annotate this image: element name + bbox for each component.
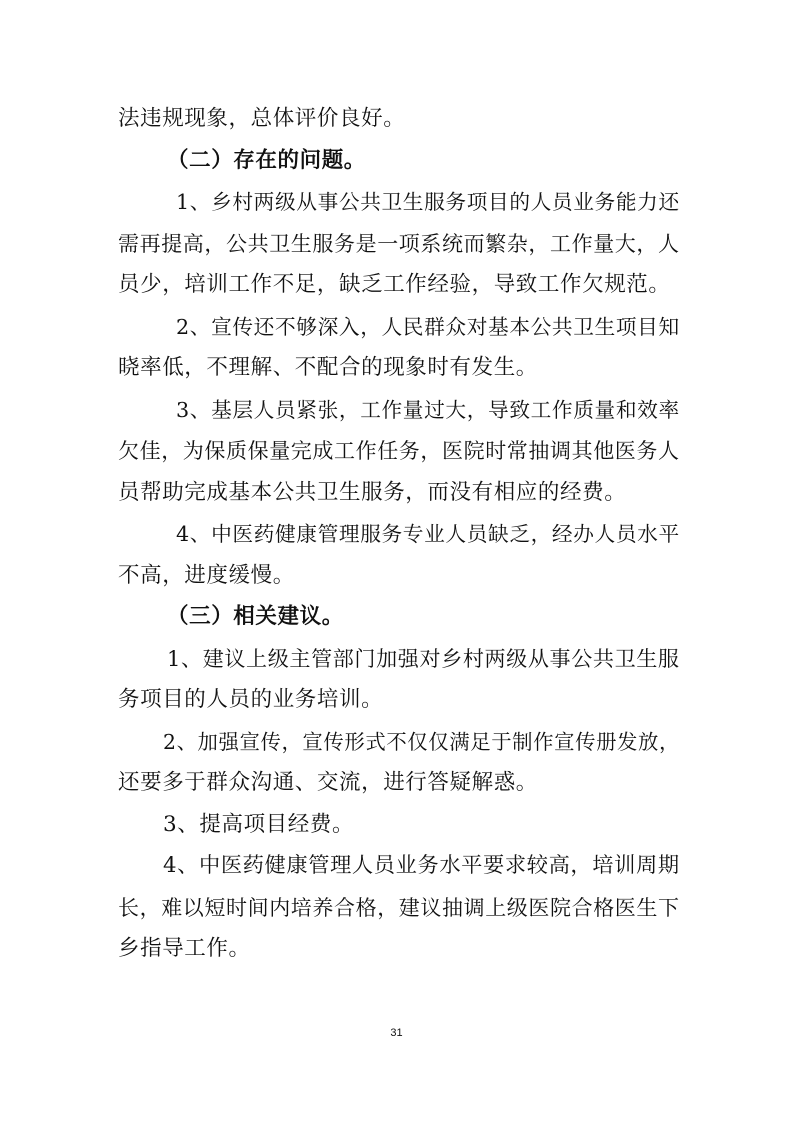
section-heading-problems: （二）存在的问题。: [167, 148, 366, 173]
paragraph-line: 4、中医药健康管理人员业务水平要求较高，培训周期: [163, 853, 680, 878]
paragraph-line: 2、加强宣传，宣传形式不仅仅满足于制作宣传册发放，: [163, 730, 680, 754]
paragraph-line: 2、宣传还不够深入，人民群众对基本公共卫生项目知: [176, 315, 680, 339]
paragraph-line: 4、中医药健康管理服务专业人员缺乏，经办人员水平: [176, 522, 680, 546]
page-number: 31: [390, 1027, 403, 1039]
paragraph-line: 1、乡村两级从事公共卫生服务项目的人员业务能力还: [176, 190, 680, 214]
paragraph-line: 3、提高项目经费。: [163, 812, 355, 837]
paragraph-line: 员少，培训工作不足，缺乏工作经验，导致工作欠规范。: [118, 272, 671, 297]
paragraph-line: 1、建议上级主管部门加强对乡村两级从事公共卫生服: [167, 646, 680, 671]
paragraph-line: 需再提高，公共卫生服务是一项系统而繁杂，工作量大，人: [118, 231, 680, 256]
paragraph-line: 长，难以短时间内培养合格，建议抽调上级医院合格医生下: [118, 895, 680, 920]
paragraph-line: 务项目的人员的业务培训。: [118, 687, 384, 712]
paragraph-line: 法违规现象，总体评价良好。: [118, 106, 406, 131]
paragraph-line: 乡指导工作。: [118, 936, 251, 961]
paragraph-line: 不高，进度缓慢。: [118, 563, 295, 588]
paragraph-line: 还要多于群众沟通、交流，进行答疑解惑。: [118, 770, 538, 795]
section-heading-suggestions: （三）相关建议。: [167, 604, 344, 629]
paragraph-line: 员帮助完成基本公共卫生服务，而没有相应的经费。: [118, 480, 627, 505]
paragraph-line: 欠佳，为保质保量完成工作任务，医院时常抽调其他医务人: [118, 438, 680, 463]
paragraph-line: 3、基层人员紧张，工作量过大，导致工作质量和效率: [176, 398, 680, 422]
paragraph-line: 晓率低，不理解、不配合的现象时有发生。: [118, 355, 538, 380]
